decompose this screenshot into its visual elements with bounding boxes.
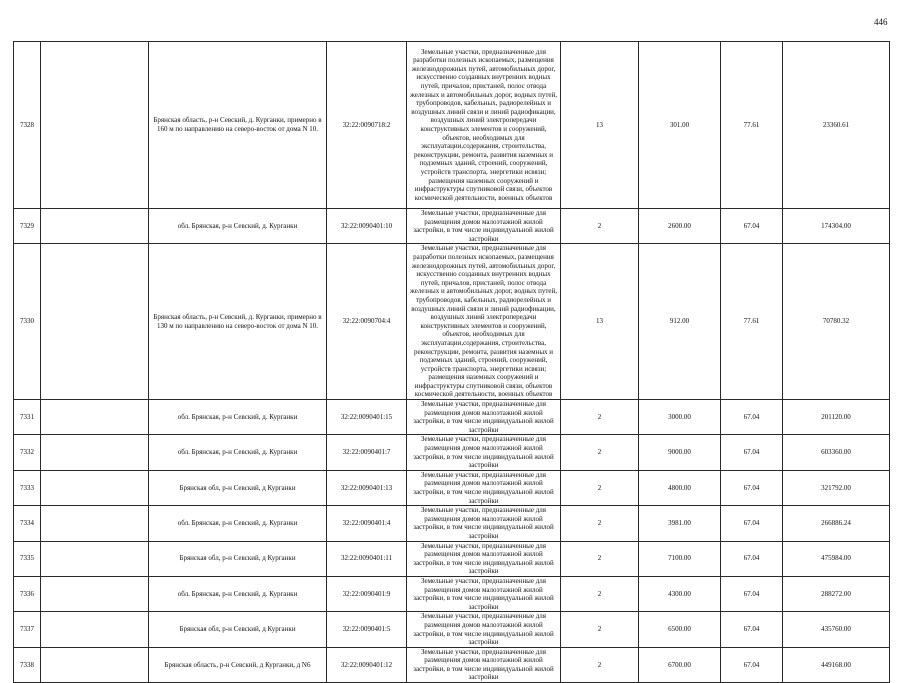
area-cell: 4800.00 [639, 470, 721, 505]
blank-cell [41, 612, 149, 647]
group-cell: 2 [561, 647, 639, 682]
land-use-cell: Земельные участки, предназначенные для размещения домов малоэтажной жилой застройки, в том числе индивидуальной жилой застройки [407, 541, 561, 576]
table-row [14, 470, 890, 505]
value-cell: 266886.24 [783, 506, 890, 541]
row-number: 7329 [14, 209, 41, 244]
address-cell: Брянская область, р-н Севский, д. Курганки, примерно в 160 м по направлению на северо-восток от дома N 10. [149, 42, 327, 209]
address-cell: обл. Брянская, р-н Севский, д. Курганки [149, 506, 327, 541]
row-number: 7333 [14, 470, 41, 505]
group-cell: 2 [561, 612, 639, 647]
group-cell: 2 [561, 209, 639, 244]
table-row [14, 400, 890, 435]
value-cell: 603360.00 [783, 435, 890, 470]
rate-cell: 67.04 [721, 435, 783, 470]
cadastral-number-cell: 32:22:0090401:13 [327, 470, 407, 505]
table-row [14, 209, 890, 244]
area-cell: 4300.00 [639, 576, 721, 611]
address-cell: Брянская обл, р-н Севский, д Курганки [149, 541, 327, 576]
rate-cell: 67.04 [721, 506, 783, 541]
row-number: 7330 [14, 244, 41, 400]
blank-cell [41, 400, 149, 435]
address-cell: обл. Брянская, р-н Севский, д. Курганки [149, 209, 327, 244]
table-row [14, 506, 890, 541]
row-number: 7328 [14, 42, 41, 209]
value-cell: 435760.00 [783, 612, 890, 647]
table-row [14, 541, 890, 576]
blank-cell [41, 647, 149, 682]
area-cell: 9000.00 [639, 435, 721, 470]
land-use-cell: Земельные участки, предназначенные для размещения домов малоэтажной жилой застройки, в том числе индивидуальной жилой застройки [407, 647, 561, 682]
area-cell: 3000.00 [639, 400, 721, 435]
table-row [14, 612, 890, 647]
table-row [14, 647, 890, 682]
group-cell: 2 [561, 576, 639, 611]
row-number: 7332 [14, 435, 41, 470]
row-number: 7338 [14, 647, 41, 682]
land-use-cell: Земельные участки, предназначенные для разработки полезных ископаемых, размещения железнодорожных путей, автомобильных дорог, искусственно созданных внутренних водных путей, причалов, пристаней, полос отвода железных и автомобильных дорог, водных путей, трубопроводов, кабельных, радиорелейных и воздушных линий связи и линий радиофикации, воздушных линий электропередачи конструктивных элементов и сооружений, объектов, необходимых для эксплуатации,содержания, строительства, реконструкции, ремонта, развития наземных и подземных зданий, строений, сооружений, устройств транспорта, энергетики исвязи; размещения наземных сооружений и инфраструктуры спутниковой связи, объектов космической деятельности, военных объектов [407, 244, 561, 400]
value-cell: 174304.00 [783, 209, 890, 244]
area-cell: 301.00 [639, 42, 721, 209]
cadastral-value-table [13, 41, 890, 683]
value-cell: 321792.00 [783, 470, 890, 505]
group-cell: 2 [561, 470, 639, 505]
blank-cell [41, 470, 149, 505]
group-cell: 2 [561, 400, 639, 435]
value-cell: 70780.32 [783, 244, 890, 400]
group-cell: 2 [561, 506, 639, 541]
area-cell: 7100.00 [639, 541, 721, 576]
area-cell: 3981.00 [639, 506, 721, 541]
value-cell: 23360.61 [783, 42, 890, 209]
address-cell: обл. Брянская, р-н Севский, д. Курганки [149, 435, 327, 470]
group-cell: 2 [561, 435, 639, 470]
value-cell: 288272.00 [783, 576, 890, 611]
row-number: 7336 [14, 576, 41, 611]
cadastral-number-cell: 32:22:0090401:4 [327, 506, 407, 541]
value-cell: 201120.00 [783, 400, 890, 435]
land-use-cell: Земельные участки, предназначенные для размещения домов малоэтажной жилой застройки, в том числе индивидуальной жилой застройки [407, 506, 561, 541]
rate-cell: 67.04 [721, 541, 783, 576]
rate-cell: 67.04 [721, 400, 783, 435]
blank-cell [41, 541, 149, 576]
group-cell: 13 [561, 244, 639, 400]
cadastral-number-cell: 32:22:0090401:11 [327, 541, 407, 576]
land-use-cell: Земельные участки, предназначенные для размещения домов малоэтажной жилой застройки, в том числе индивидуальной жилой застройки [407, 470, 561, 505]
blank-cell [41, 244, 149, 400]
cadastral-number-cell: 32:22:0090401:7 [327, 435, 407, 470]
rate-cell: 67.04 [721, 470, 783, 505]
rate-cell: 77.61 [721, 244, 783, 400]
rate-cell: 67.04 [721, 576, 783, 611]
land-use-cell: Земельные участки, предназначенные для разработки полезных ископаемых, размещения железнодорожных путей, автомобильных дорог, искусственно созданных внутренних водных путей, причалов, пристаней, полос отвода железных и автомобильных дорог, водных путей, трубопроводов, кабельных, радиорелейных и воздушных линий связи и линий радиофикации, воздушных линий электропередачи конструктивных элементов и сооружений, объектов, необходимых для эксплуатации,содержания, строительства, реконструкции, ремонта, развития наземных и подземных зданий, строений, сооружений, устройств транспорта, энергетики исвязи; размещения наземных сооружений и инфраструктуры спутниковой связи, объектов космической деятельности, военных объектов [407, 42, 561, 209]
rate-cell: 67.04 [721, 647, 783, 682]
cadastral-number-cell: 32:22:0090401:15 [327, 400, 407, 435]
area-cell: 6700.00 [639, 647, 721, 682]
row-number: 7331 [14, 400, 41, 435]
rate-cell: 67.04 [721, 612, 783, 647]
land-use-cell: Земельные участки, предназначенные для размещения домов малоэтажной жилой застройки, в том числе индивидуальной жилой застройки [407, 209, 561, 244]
land-use-cell: Земельные участки, предназначенные для размещения домов малоэтажной жилой застройки, в том числе индивидуальной жилой застройки [407, 576, 561, 611]
cadastral-number-cell: 32:22:0090704:4 [327, 244, 407, 400]
value-cell: 475984.00 [783, 541, 890, 576]
cadastral-number-cell: 32:22:0090401:5 [327, 612, 407, 647]
address-cell: Брянская область, р-н Севский, д Курганки, д N6 [149, 647, 327, 682]
group-cell: 2 [561, 541, 639, 576]
address-cell: Брянская обл, р-н Севский, д Курганки [149, 470, 327, 505]
page-number: 446 [874, 17, 888, 27]
area-cell: 2600.00 [639, 209, 721, 244]
table-row [14, 42, 890, 209]
cadastral-number-cell: 32:22:0090718:2 [327, 42, 407, 209]
land-use-cell: Земельные участки, предназначенные для размещения домов малоэтажной жилой застройки, в том числе индивидуальной жилой застройки [407, 400, 561, 435]
area-cell: 6500.00 [639, 612, 721, 647]
table-row [14, 435, 890, 470]
address-cell: обл. Брянская, р-н Севский, д. Курганки [149, 576, 327, 611]
cadastral-number-cell: 32:22:0090401:9 [327, 576, 407, 611]
table-row [14, 244, 890, 400]
blank-cell [41, 506, 149, 541]
address-cell: обл. Брянская, р-н Севский, д. Курганки [149, 400, 327, 435]
blank-cell [41, 42, 149, 209]
area-cell: 912.00 [639, 244, 721, 400]
blank-cell [41, 435, 149, 470]
table-row [14, 576, 890, 611]
address-cell: Брянская обл, р-н Севский, д Курганки [149, 612, 327, 647]
land-use-cell: Земельные участки, предназначенные для размещения домов малоэтажной жилой застройки, в том числе индивидуальной жилой застройки [407, 435, 561, 470]
rate-cell: 67.04 [721, 209, 783, 244]
blank-cell [41, 209, 149, 244]
value-cell: 449168.00 [783, 647, 890, 682]
cadastral-number-cell: 32:22:0090401:10 [327, 209, 407, 244]
cadastral-number-cell: 32:22:0090401:12 [327, 647, 407, 682]
row-number: 7337 [14, 612, 41, 647]
row-number: 7335 [14, 541, 41, 576]
land-use-cell: Земельные участки, предназначенные для размещения домов малоэтажной жилой застройки, в том числе индивидуальной жилой застройки [407, 612, 561, 647]
group-cell: 13 [561, 42, 639, 209]
blank-cell [41, 576, 149, 611]
rate-cell: 77.61 [721, 42, 783, 209]
row-number: 7334 [14, 506, 41, 541]
address-cell: Брянская область, р-н Севский, д. Курганки, примерно в 130 м по направлению на северо-восток от дома N 10. [149, 244, 327, 400]
